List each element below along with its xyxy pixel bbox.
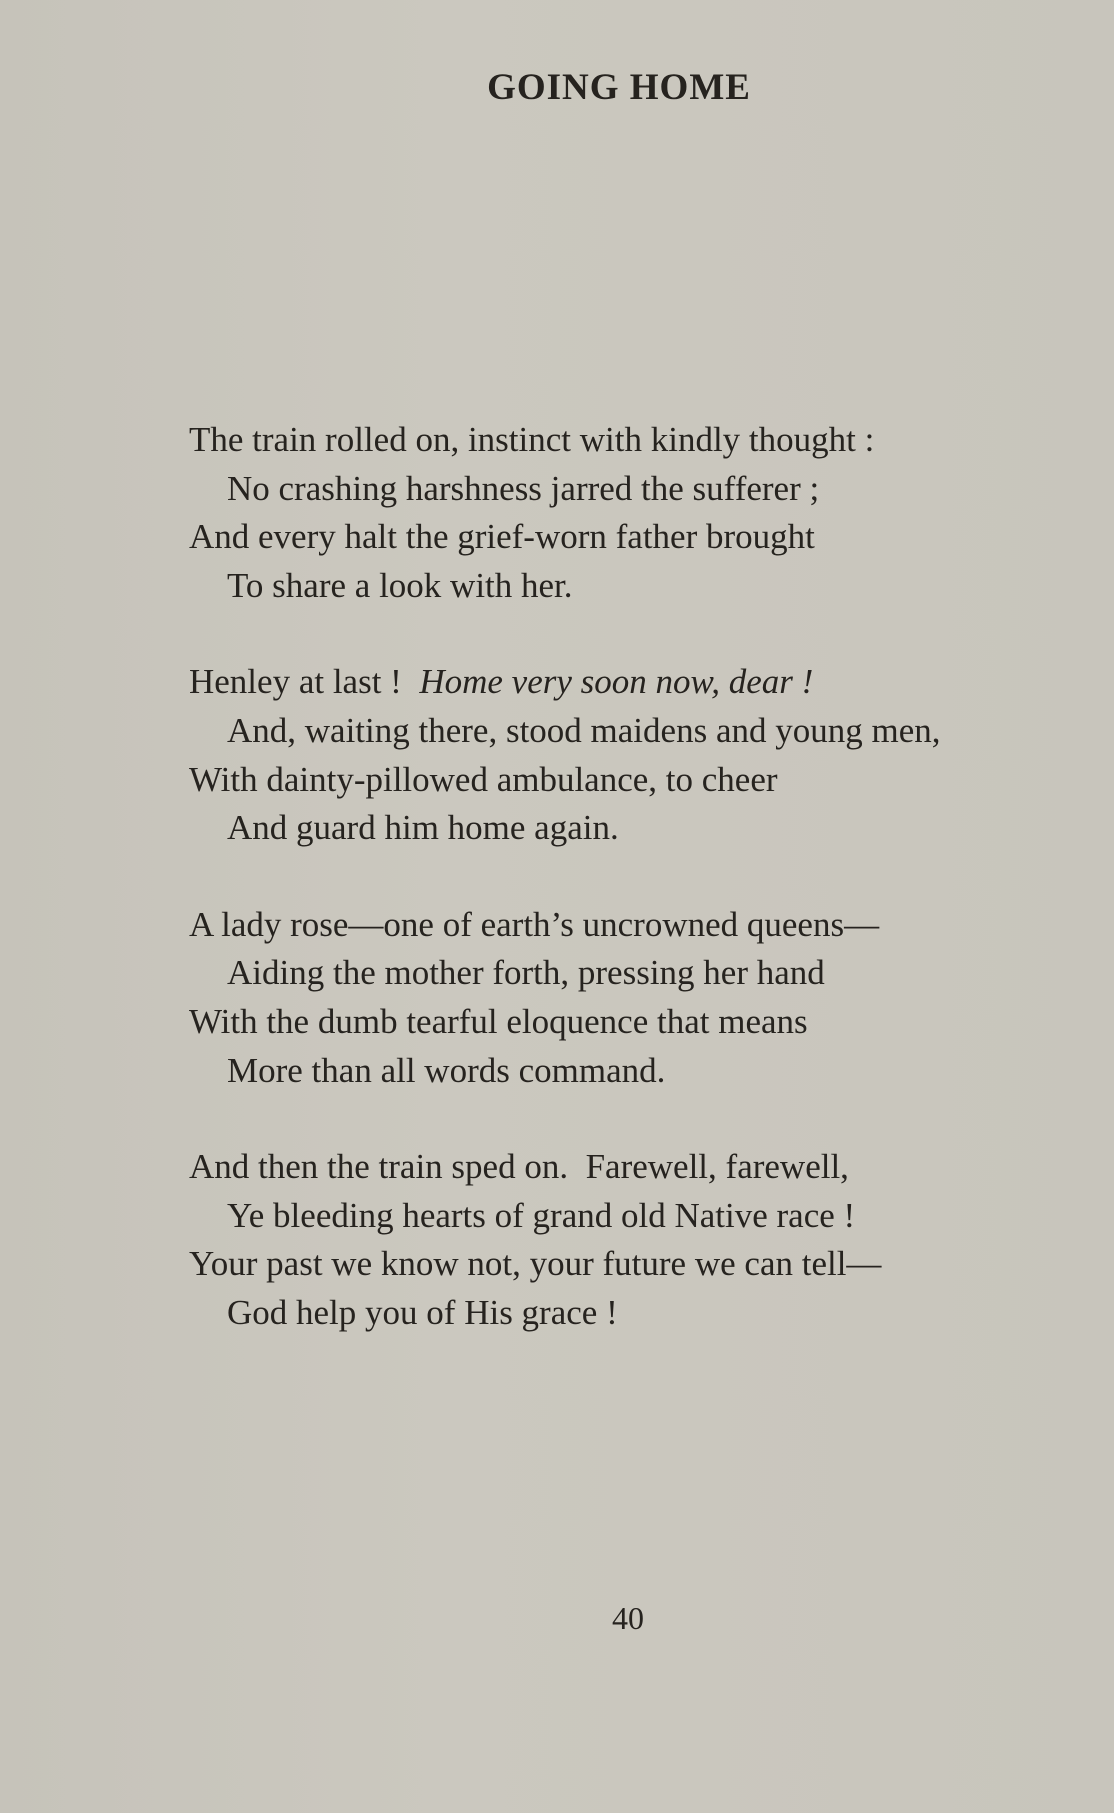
stanza-4 [189, 1143, 940, 1337]
stanza-2 [189, 658, 940, 852]
stanza-1 [189, 416, 940, 610]
poem-line [189, 658, 940, 707]
poem-line: No crashing harshness jarred the sufferer ; [227, 468, 820, 508]
poem-line: The train rolled on, instinct with kindly thought : [189, 420, 875, 459]
page-number: 40 [612, 1600, 644, 1636]
poem-line: With the dumb tearful eloquence that means [189, 1001, 808, 1041]
poem-line: More than all words command. [227, 1050, 666, 1090]
poem-line: Ye bleeding hearts of grand old Native race ! [227, 1195, 856, 1235]
stanza-3 [189, 901, 940, 1095]
poem-line: With dainty-pillowed ambulance, to cheer [189, 759, 778, 799]
poem-line: Your past we know not, your future we can tell— [189, 1244, 882, 1284]
poem-line: To share a look with her. [227, 565, 573, 605]
poem-line: God help you of His grace ! [227, 1292, 618, 1332]
italic-phrase: Home very soon now, dear ! [419, 662, 814, 702]
poem-text: Henley at last ! [189, 662, 402, 702]
poem-line: And, waiting there, stood maidens and young men, [227, 710, 941, 750]
poem [189, 416, 940, 1386]
poem-line: And then the train sped on. Farewell, farewell, [189, 1147, 849, 1187]
poem-line: Aiding the mother forth, pressing her hand [227, 953, 825, 993]
poem-line: And guard him home again. [227, 808, 619, 848]
poem-line: A lady rose—one of earth’s uncrowned queens— [189, 904, 880, 944]
page-title: GOING HOME [487, 67, 751, 108]
poem-line: And every halt the grief-worn father brought [189, 517, 815, 557]
